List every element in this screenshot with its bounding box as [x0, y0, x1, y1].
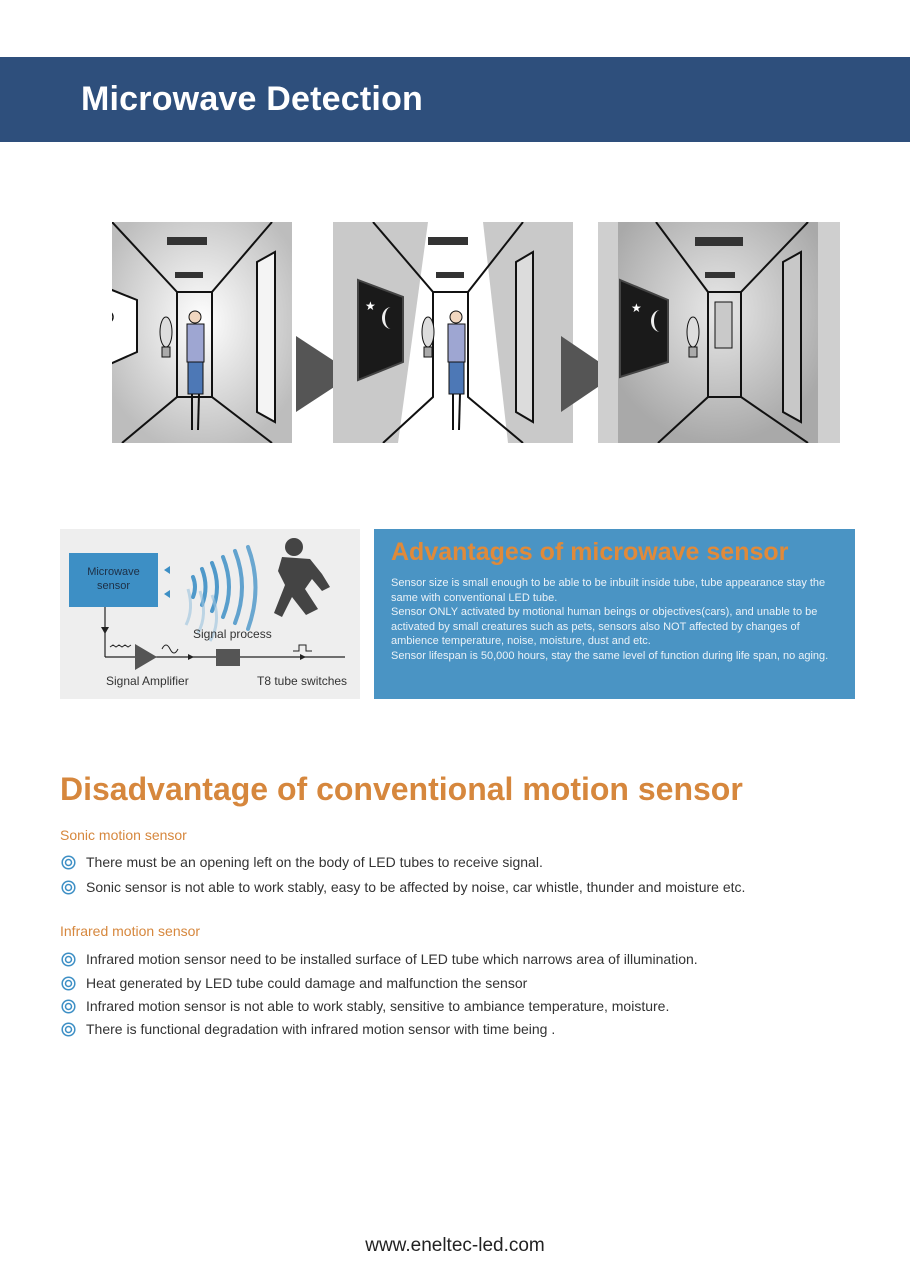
target-bullet-icon	[61, 1022, 76, 1037]
sonic-sensor-heading: Sonic motion sensor	[60, 827, 187, 843]
list-item	[61, 997, 669, 1015]
advantages-body	[391, 576, 846, 664]
list-item	[61, 1020, 555, 1038]
signal-amplifier-label: Signal Amplifier	[106, 674, 189, 688]
list-item	[61, 974, 527, 992]
list-item-text: Heat generated by LED tube could damage and malfunction the sensor	[86, 975, 528, 991]
sensor-label-line2: sensor	[96, 580, 131, 592]
tube-switches-label: T8 tube switches	[257, 674, 348, 688]
advantage-paragraph: Sensor size is small enough to be able to be inbuilt inside tube, tube appearance stay the same with conventional LED tube.	[391, 577, 826, 604]
corridor-panel-day	[112, 222, 292, 443]
list-item-text: There must be an opening left on the body of LED tubes to receive signal.	[86, 854, 543, 870]
footer-website[interactable]: www.eneltec-led.com	[365, 1235, 545, 1256]
disadvantages-title: Disadvantage of conventional motion sensor	[60, 771, 743, 807]
list-item	[61, 950, 698, 968]
advantages-panel	[374, 529, 855, 699]
corridor-panel-night-empty	[598, 222, 840, 443]
infrared-sensor-heading: Infrared motion sensor	[60, 923, 201, 939]
list-item-text: Infrared motion sensor is not able to work stably, sensitive to ambiance temperature, moisture.	[86, 998, 670, 1014]
list-item	[61, 853, 543, 871]
list-item	[61, 878, 745, 896]
target-bullet-icon	[61, 999, 76, 1014]
svg-text:★: ★	[365, 299, 376, 313]
advantage-paragraph: Sensor lifespan is 50,000 hours, stay the same level of function during life span, no aging.	[391, 649, 829, 662]
sensor-diagram	[60, 529, 360, 699]
signal-process-label: Signal process	[193, 627, 272, 641]
corridor-panel-night-lit	[333, 222, 573, 443]
svg-text:★: ★	[631, 301, 642, 315]
target-bullet-icon	[61, 976, 76, 991]
advantages-title: Advantages of microwave sensor	[391, 538, 789, 566]
target-bullet-icon	[61, 880, 76, 895]
list-item-text: Infrared motion sensor need to be installed surface of LED tube which narrows area of illumination.	[86, 951, 698, 967]
advantage-paragraph: Sensor ONLY activated by motional human beings or objectives(cars), and unable to be activated by small creatures such as pets, sensors also NOT affected by changes of ambience temperature, noise, moisture, dust and etc.	[391, 606, 818, 648]
target-bullet-icon	[61, 855, 76, 870]
list-item-text: Sonic sensor is not able to work stably, easy to be affected by noise, car whistle, thunder and moisture etc.	[86, 879, 746, 895]
page-title: Microwave Detection	[81, 80, 424, 118]
sensor-label-line1: Microwave	[87, 566, 140, 578]
list-item-text: There is functional degradation with infrared motion sensor with time being .	[86, 1021, 556, 1037]
target-bullet-icon	[61, 952, 76, 967]
